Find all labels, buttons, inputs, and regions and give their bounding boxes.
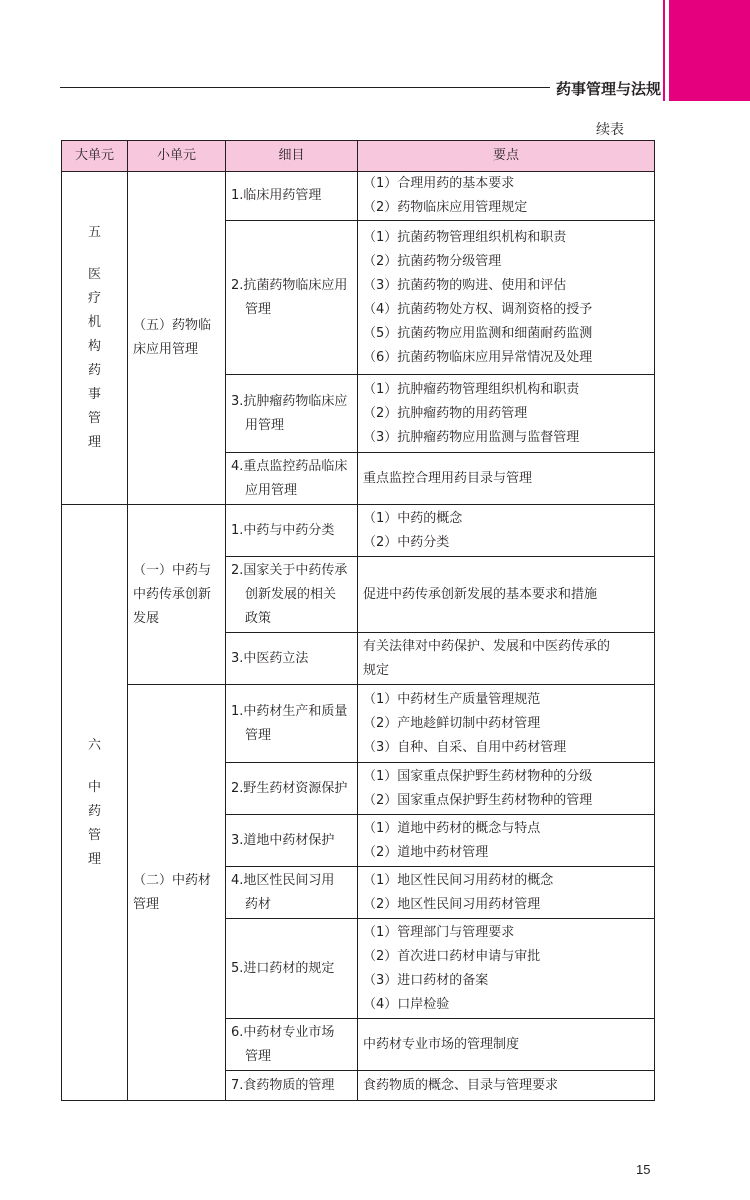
big-unit-name-char: 理 — [87, 435, 101, 450]
big-unit-number: 五 — [87, 225, 101, 240]
point-line: （6）抗菌药物临床应用异常情况及处理 — [363, 349, 593, 365]
points-cell — [358, 685, 655, 763]
item-title-line: 4.地区性民间习用 — [231, 872, 335, 888]
sub-unit-name-line: （一）中药与 — [133, 562, 212, 578]
big-unit-label — [67, 221, 122, 455]
big-unit-label — [67, 734, 122, 872]
big-unit-name-char: 管 — [87, 827, 101, 843]
item-title-line: 药材 — [245, 896, 272, 912]
item-cell — [226, 867, 358, 919]
item-title-line: 2.野生药材资源保护 — [231, 780, 348, 796]
item-title-line: 2.抗菌药物临床应用 — [231, 277, 348, 293]
item-cell — [226, 633, 358, 685]
big-unit-cell — [62, 505, 128, 1101]
point-line: 中药材专业市场的管理制度 — [363, 1036, 520, 1052]
points-cell — [358, 763, 655, 815]
points-cell — [358, 375, 655, 453]
item-cell — [226, 1019, 358, 1071]
point-line: （3）自种、自采、自用中药材管理 — [363, 739, 567, 755]
item-title-line: 5.进口药材的规定 — [231, 960, 335, 976]
column-header: 细目 — [226, 141, 358, 172]
point-line: （1）国家重点保护野生药材物种的分级 — [363, 768, 593, 784]
sub-unit-name-line: 床应用管理 — [133, 342, 199, 357]
table-body — [62, 172, 655, 1101]
table-row — [62, 505, 655, 557]
item-title-line: 政策 — [245, 610, 272, 626]
point-line: （2）产地趁鲜切制中药材管理 — [363, 715, 541, 731]
continued-label: 续表 — [596, 122, 624, 138]
sub-unit-name-line: 发展 — [133, 610, 160, 626]
big-unit-name-char: 管 — [87, 411, 101, 426]
sub-unit-cell — [128, 172, 226, 505]
table-header-row — [62, 141, 655, 172]
point-line: （5）抗菌药物应用监测和细菌耐药监测 — [363, 325, 593, 341]
point-line: （1）合理用药的基本要求 — [363, 176, 515, 191]
points-cell — [358, 221, 655, 375]
point-line: 有关法律对中药保护、发展和中医药传承的 — [363, 638, 611, 654]
point-line: （3）进口药材的备案 — [363, 972, 489, 988]
points-cell — [358, 1019, 655, 1071]
sub-unit-name-line: （二）中药材 — [133, 872, 212, 888]
sub-unit-name-line: 中药传承创新 — [133, 586, 212, 602]
point-line: （1）地区性民间习用药材的概念 — [363, 872, 554, 888]
points-cell — [358, 557, 655, 633]
point-line: （2）抗肿瘤药物的用药管理 — [363, 405, 528, 421]
column-header: 小单元 — [128, 141, 226, 172]
point-line: （1）中药的概念 — [363, 510, 463, 526]
column-header: 要点 — [358, 141, 655, 172]
big-unit-name-char: 药 — [87, 363, 101, 378]
big-unit-cell — [62, 172, 128, 505]
item-title-line: 应用管理 — [245, 482, 298, 498]
point-line: 食药物质的概念、目录与管理要求 — [363, 1077, 559, 1093]
big-unit-name-char: 构 — [87, 339, 101, 354]
item-cell — [226, 557, 358, 633]
item-title-line: 7.食药物质的管理 — [231, 1077, 335, 1093]
point-line: （2）抗菌药物分级管理 — [363, 253, 502, 269]
item-title-line: 管理 — [245, 301, 272, 317]
point-line: （2）药物临床应用管理规定 — [363, 200, 528, 215]
item-cell — [226, 815, 358, 867]
item-title-line: 管理 — [245, 727, 272, 743]
header-rule — [60, 87, 550, 88]
item-title-line: 4.重点监控药品临床 — [231, 458, 348, 474]
points-cell — [358, 505, 655, 557]
points-cell — [358, 815, 655, 867]
item-cell — [226, 919, 358, 1019]
sub-unit-cell — [128, 505, 226, 685]
sub-unit-name-line: （五）药物临 — [133, 318, 212, 333]
sub-unit-name-line: 管理 — [133, 896, 160, 912]
item-cell — [226, 685, 358, 763]
item-title-line: 管理 — [245, 1048, 272, 1064]
big-unit-name-char: 药 — [87, 803, 101, 819]
page-number: 15 — [636, 1162, 651, 1177]
point-line: （2）国家重点保护野生药材物种的管理 — [363, 792, 593, 808]
item-title-line: 2.国家关于中药传承 — [231, 562, 348, 578]
table-row — [62, 172, 655, 221]
point-line: （1）抗菌药物管理组织机构和职责 — [363, 229, 567, 245]
item-title-line: 1.中药与中药分类 — [231, 522, 335, 538]
point-line: （2）首次进口药材申请与审批 — [363, 948, 541, 964]
points-cell — [358, 919, 655, 1019]
item-cell — [226, 453, 358, 505]
big-unit-name-char: 机 — [87, 315, 101, 330]
item-cell — [226, 505, 358, 557]
item-cell — [226, 375, 358, 453]
item-title-line: 创新发展的相关 — [245, 586, 337, 602]
item-title-line: 3.中医药立法 — [231, 650, 309, 666]
big-unit-number: 六 — [87, 737, 101, 753]
point-line: （2）道地中药材管理 — [363, 844, 489, 860]
points-cell — [358, 633, 655, 685]
point-line: （4）口岸检验 — [363, 996, 450, 1012]
points-cell — [358, 172, 655, 221]
point-line: （3）抗菌药物的购进、使用和评估 — [363, 277, 567, 293]
big-unit-name-char: 中 — [87, 779, 101, 795]
points-cell — [358, 1071, 655, 1101]
point-line: 重点监控合理用药目录与管理 — [363, 470, 533, 486]
points-cell — [358, 867, 655, 919]
item-title-line: 3.道地中药材保护 — [231, 832, 335, 848]
big-unit-name-char: 理 — [87, 851, 101, 867]
point-line: （2）地区性民间习用药材管理 — [363, 896, 541, 912]
point-line: （4）抗菌药物处方权、调剂资格的授予 — [363, 301, 593, 317]
big-unit-name-char: 事 — [87, 387, 101, 402]
item-cell — [226, 763, 358, 815]
header-accent-bar — [669, 0, 750, 101]
item-cell — [226, 221, 358, 375]
big-unit-name-char: 医 — [87, 267, 101, 282]
points-cell — [358, 453, 655, 505]
item-title-line: 1.中药材生产和质量 — [231, 703, 348, 719]
item-title-line: 6.中药材专业市场 — [231, 1024, 335, 1040]
point-line: 促进中药传承创新发展的基本要求和措施 — [363, 586, 598, 602]
point-line: （1）道地中药材的概念与特点 — [363, 820, 541, 836]
syllabus-table — [61, 140, 655, 1101]
header-accent-line — [663, 0, 665, 101]
book-title: 药事管理与法规 — [556, 80, 662, 98]
point-line: （2）中药分类 — [363, 534, 450, 550]
sub-unit-cell — [128, 685, 226, 1101]
item-title-line: 用管理 — [245, 417, 285, 433]
item-cell — [226, 1071, 358, 1101]
table-row — [62, 685, 655, 763]
point-line: 规定 — [363, 662, 390, 678]
point-line: （1）管理部门与管理要求 — [363, 924, 515, 940]
point-line: （1）中药材生产质量管理规范 — [363, 691, 541, 707]
point-line: （1）抗肿瘤药物管理组织机构和职责 — [363, 381, 580, 397]
point-line: （3）抗肿瘤药物应用监测与监督管理 — [363, 429, 580, 445]
column-header: 大单元 — [62, 141, 128, 172]
item-title-line: 3.抗肿瘤药物临床应 — [231, 393, 348, 409]
big-unit-name-char: 疗 — [87, 291, 101, 306]
item-cell — [226, 172, 358, 221]
item-title-line: 1.临床用药管理 — [231, 188, 322, 203]
